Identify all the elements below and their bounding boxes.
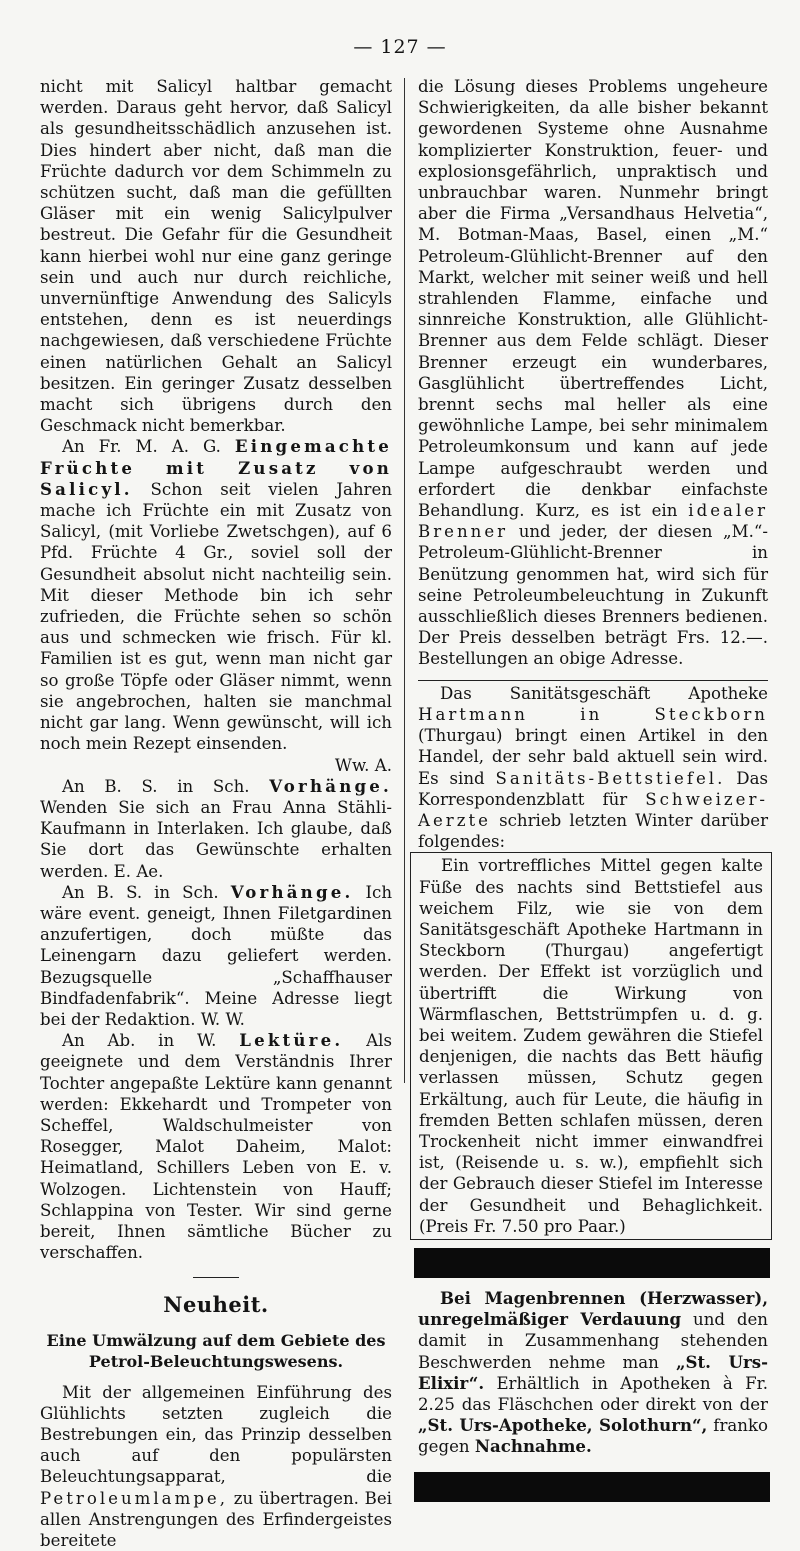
letter-topic: Lektüre.	[239, 1030, 344, 1051]
ad-text-b: Erhältlich in Apotheken à Fr. 2.25 das Fläschchen oder direkt von der	[418, 1373, 768, 1414]
petroleum-brenner-text	[418, 76, 768, 670]
letter-signature: Ww. A.	[334, 755, 392, 775]
bettstiefel-item: Sanitäts-Bettstiefel.	[495, 768, 726, 788]
right-column	[418, 76, 768, 1502]
letter-body: Als geeignete und dem Verständnis Ihrer Tochter angepaßte Lektüre kann genannt werden: Ekkehardt und Trompeter von Scheffel, Waldschulmeister von Rosegger, Malot Daheim, Malot: Heimatland, Schillers Leben von E. v. Wolzogen. Lichtenstein von Hauff; Schlappina von Tester. Wir sind gerne bereit, Ihnen sämtliche Bücher zu verschaffen.	[40, 1031, 392, 1263]
column-divider	[404, 78, 405, 1083]
letter-signature: W. W.	[200, 1009, 245, 1029]
left-column	[40, 76, 392, 1551]
bettstiefel-quote-box	[410, 852, 772, 1240]
letter-body: Wenden Sie sich an Frau Anna Stähli-Kaufmann in Interlaken. Ich glaube, daß Sie dort das Gewünschte erhalten werden.	[40, 797, 392, 881]
section-subheadline: Eine Umwälzung auf dem Gebiete des Petrol-Beleuchtungswesens.	[46, 1330, 386, 1371]
letter-address: An Ab. in W.	[62, 1031, 217, 1051]
letter-vorhaenge-2	[40, 882, 392, 1030]
bettstiefel-text-c: Das Korrespondenzblatt für	[418, 768, 768, 809]
letter-topic: Vorhänge.	[230, 881, 354, 902]
bettstiefel-quote: Ein vortreffliches Mittel gegen kalte Füße des nachts sind Bettstiefel aus weichem Filz, wie sie von dem Sanitätsgeschäft Apotheke Hartmann in Steckborn (Thurgau) angefertigt werden. Der Effekt ist vorzüglich und übertrifft die Wirkung von Wärmflaschen, Bettstrümpfen u. d. g. bei weitem. Zudem gewähren die Stiefel denjenigen, die nachts das Bett häufig verlassen müssen, Schutz gegen Erkältung, auch für Leute, die häufig in fremden Betten schlafen müssen, deren Trockenheit nicht immer einwandfrei ist, (Reisende u. s. w.), empfiehlt sich der Gebrauch dieser Stiefel im Interesse der Gesundheit und Behaglichkeit. (Preis Fr. 7.50 pro Paar.)	[419, 856, 763, 1236]
ad-product-name: „St. Urs-Elixir“.	[418, 1351, 768, 1393]
letter-address: An B. S. in Sch.	[62, 882, 219, 902]
letter-vorhaenge-1	[40, 776, 392, 882]
brenner-text-b: und jeder, der diesen „M.“-Petroleum-Glühlicht-Brenner in Benützung genommen hat, wird sich für seine Petroleumbeleuchtung in Zukunft ausschließlich dieses Brenners bedienen. Der Preis desselben beträgt Frs. 12.—. Bestellungen an obige Adresse.	[418, 522, 768, 669]
page-number: — 127 —	[353, 36, 447, 58]
salicyl-answer-text: nicht mit Salicyl haltbar gemacht werden. Daraus geht hervor, daß Salicyl als gesundheitsschädlich anzusehen ist. Dies hindert aber nicht, daß man die Früchte dadurch vor dem Schimmeln zu schützen sucht, daß man die gefüllten Gläser mit ein wenig Salicylpulver bestreut. Die Gefahr für die Gesundheit kann hierbei wohl nur eine ganz geringe sein und auch nur durch reichliche, unvernünftige Anwendung des Salicyls entstehen, denn es ist neuerdings nachgewiesen, daß verschiedene Früchte einen natürlichen Gehalt an Salicyl besitzen. Ein geringer Zusatz desselben macht sich übrigens durch den Geschmack nicht bemerkbar.	[40, 77, 392, 436]
letter-lektuere	[40, 1030, 392, 1263]
neuheit-text-b: zu übertragen. Bei allen Anstrengungen des Erfindergeistes bereitete	[40, 1488, 392, 1550]
black-rule-top	[414, 1248, 770, 1278]
letter-body: Schon seit vielen Jahren mache ich Früchte ein mit Zusatz von Salicyl, (mit Vorliebe Zwetschgen), auf 6 Pfd. Früchte 4 Gr., soviel soll der Gesundheit absolut nicht nachteilig sein. Mit dieser Methode bin ich sehr zufrieden, die Früchte sehen so schön aus und schmecken wie frisch. Für kl. Familien ist es gut, wenn man nicht gar so große Töpfe oder Gläser nimmt, wenn sie angebrochen, halten sie manchmal nicht gar lang. Wenn gewünscht, will ich noch mein Rezept einsenden.	[40, 479, 393, 754]
magenbrennen-ad	[418, 1288, 768, 1458]
letter-body: Ich wäre event. geneigt, Ihnen Filetgardinen anzufertigen, doch müßte das Leinengarn dazu geliefert werden. Bezugsquelle „Schaffhauser Bindfadenfabrik“. Meine Adresse liegt bei der Redaktion.	[40, 882, 393, 1029]
brenner-emphasis: idealer Brenner	[418, 501, 768, 542]
brenner-text-a: die Lösung dieses Problems ungeheure Schwierigkeiten, da alle bisher bekannt gewordenen Systeme ohne Ausnahme komplizierter Konstruktion, feuer- und explosionsgefährlich, unpraktisch und unbrauchbar waren. Nunmehr bringt aber die Firma „Versandhaus Helvetia“, M. Botman-Maas, Basel, einen „M.“ Petroleum-Glühlicht-Brenner auf den Markt, welcher mit seiner weiß und hell strahlenden Flamme, einfache und sinnreiche Konstruktion, alle Glühlicht-Brenner aus dem Felde schlägt. Dieser Brenner erzeugt ein wunderbares, Gasglühlicht übertreffendes Licht, brennt sechs mal heller als eine gewöhnliche Lampe, bei sehr minimalem Petroleumkonsum und kann auf jede Lampe aufgeschraubt werden und erfordert die denkbar einfachste Behandlung. Kurz, es ist ein	[418, 77, 768, 521]
bettstiefel-text-b: (Thurgau) bringt einen Artikel in den Handel, der sehr bald aktuell sein wird. Es sind	[418, 726, 768, 788]
ad-text-c: franko gegen	[418, 1416, 768, 1457]
neuheit-text-a: Mit der allgemeinen Einführung des Glühlichts setzten zugleich die Bestrebungen ein, das Prinzip desselben auch auf den populärsten Beleuchtungsapparat, die	[40, 1382, 392, 1487]
black-rule-bottom	[414, 1472, 770, 1502]
ad-text-a: und den damit in Zusammenhang stehenden Beschwerden nehme man	[418, 1310, 768, 1372]
bettstiefel-text-a: Das Sanitätsgeschäft Apotheke	[440, 683, 768, 703]
bettstiefel-ad	[418, 680, 768, 1240]
ad-headline: Bei Magenbrennen (Herzwasser), unregelmäßiger Verdauung	[418, 1287, 768, 1330]
letter-address: An B. S. in Sch.	[62, 776, 250, 796]
bettstiefel-intro	[418, 683, 768, 853]
letter-topic: Eingemachte Früchte mit Zusatz von Salicyl.	[40, 436, 392, 499]
letter-signature: E. Ae.	[113, 861, 164, 881]
bettstiefel-firm: Hartmann in Steckborn	[418, 704, 768, 724]
letter-topic: Vorhänge.	[269, 775, 392, 796]
section-headline: Neuheit.	[163, 1292, 269, 1318]
letter-address: An Fr. M. A. G.	[62, 437, 221, 457]
letter-eingemachte-fruechte	[40, 436, 392, 754]
neuheit-text	[40, 1382, 392, 1551]
bettstiefel-text-d: schrieb letzten Winter darüber folgendes:	[418, 810, 769, 852]
ad-text-end: Nachnahme.	[474, 1436, 592, 1457]
bettstiefel-journal: Schweizer-Aerzte	[418, 789, 768, 830]
section-separator	[193, 1277, 239, 1278]
neuheit-topic: Petroleumlampe,	[40, 1488, 229, 1508]
ad-source: „St. Urs-Apotheke, Solothurn“,	[418, 1415, 708, 1436]
